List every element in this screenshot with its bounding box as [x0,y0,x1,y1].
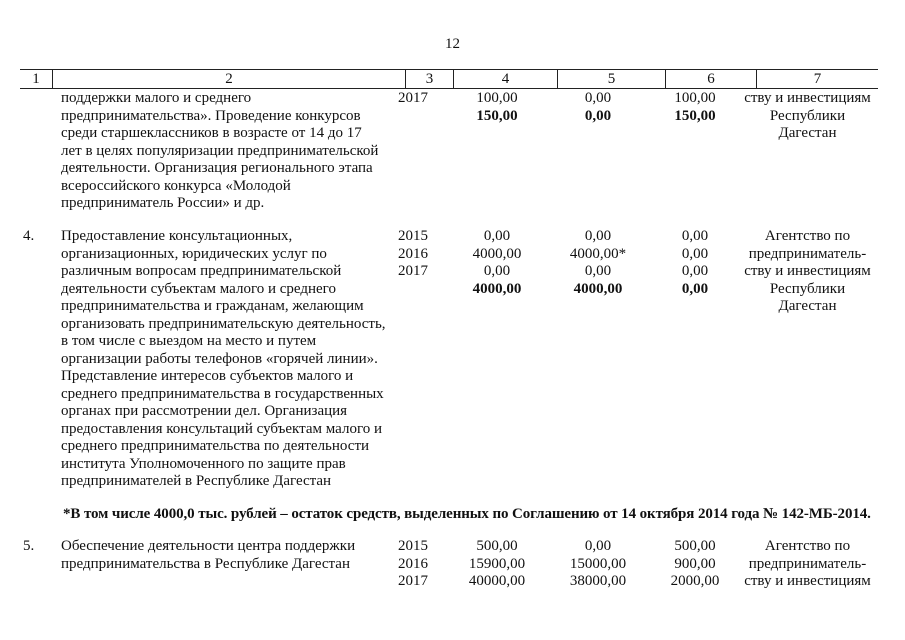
description-line: деятельности. Организация регионального этапа [61,160,373,176]
row-cont-description [61,90,378,213]
year: 2015 [398,228,428,244]
description-line: предпринимателей в Республике Дагестан [61,473,332,489]
description-line: организации работы телефонов «горячей линии». [61,350,378,367]
header-col-5: 5 [557,70,665,88]
row-4-number: 4. [23,228,35,244]
header-col-6: 6 [665,70,756,88]
row-cont-years [385,90,441,108]
value: 0,00 [584,538,612,554]
value: 0,00 [681,245,709,262]
description-line: деятельности субъектам малого и среднего [61,280,336,297]
value: 100,00 [476,90,518,106]
agency-line: предприниматель- [748,245,867,262]
header-col-7: 7 [756,70,878,88]
year: 2015 [398,538,428,554]
agency-line: ству и инвестициям [744,90,871,106]
row-cont-col6 [649,90,741,125]
value: 0,00 [483,263,511,279]
value: 500,00 [674,538,716,554]
value: 4000,00* [569,245,627,262]
row-4-col6 [649,228,741,298]
year: 2017 [398,573,428,589]
agency-line: Агентство по [764,538,851,554]
description-line: различным вопросам предпринимательской [61,263,342,279]
value: 0,00 [584,90,612,106]
agency-line: Республики [769,280,846,297]
total-value: 4000,00 [472,280,522,297]
value: 0,00 [681,228,709,244]
row-cont-col4 [447,90,547,125]
row-5-years [385,538,441,591]
description-line: предоставления консультаций субъектам малого и [61,420,382,437]
year: 2017 [398,90,428,106]
description-line: предпринимательства и гражданам, желающим [61,298,364,314]
value: 15900,00 [468,555,526,572]
description-line: организационных, юридических услуг по [61,245,327,262]
row-5-col5 [548,538,648,591]
total-value: 0,00 [584,107,612,124]
description-line: поддержки малого и среднего [61,90,252,106]
row-5-col4 [447,538,547,591]
description-line: органах при рассмотрении дел. Организация [61,403,348,419]
description-line: среднего предпринимательства в государственных [61,385,384,402]
agency-line: Республики [769,107,846,124]
description-line: Обеспечение деятельности центра поддержки [61,538,356,554]
value: 900,00 [674,555,716,572]
footnote: *В том числе 4000,0 тыс. рублей – остаток средств, выделенных по Соглашению от 14 октября 2014 года № 142-МБ-2014. [63,506,871,522]
agency-line: предприниматель- [748,555,867,572]
row-4-col5 [548,228,648,298]
value: 0,00 [483,228,511,244]
year: 2016 [398,245,428,262]
table-header [20,69,878,89]
value: 0,00 [584,228,612,244]
description-line: Представление интересов субъектов малого и [61,368,354,384]
row-5-col6 [649,538,741,591]
row-5-agency [739,538,876,591]
value: 500,00 [476,538,518,554]
description-line: в том числе с выездом на место и путем [61,333,317,349]
description-line: лет в целях популяризации предпринимательской [61,142,379,159]
value: 2000,00 [670,573,720,589]
value: 4000,00 [472,245,522,262]
row-cont-col5 [548,90,648,125]
value: 0,00 [584,263,612,279]
header-col-3: 3 [405,70,453,88]
agency-line: Дагестан [778,298,837,314]
value: 100,00 [674,90,716,106]
description-line: среднего предпринимательства по деятельности [61,438,370,454]
description-line: института Уполномоченного по защите прав [61,455,346,472]
header-col-2: 2 [52,70,405,88]
value: 40000,00 [468,573,526,589]
description-line: предпринимательства». Проведение конкурсов [61,107,361,124]
row-5-number: 5. [23,538,35,554]
description-line: всероссийского конкурса «Молодой [61,177,291,194]
description-line: организовать предпринимательскую деятельность, [61,315,386,332]
value: 38000,00 [569,573,627,589]
agency-line: ству и инвестициям [744,573,871,589]
total-value: 4000,00 [573,280,623,297]
row-cont-agency [739,90,876,143]
total-value: 150,00 [476,107,518,124]
value: 0,00 [681,263,709,279]
row-4-col4 [447,228,547,298]
row-4-agency [739,228,876,316]
description-line: среди старшеклассников в возрасте от 14 до 17 [61,125,362,141]
value: 15000,00 [569,555,627,572]
agency-line: Дагестан [778,125,837,141]
description-line: Предоставление консультационных, [61,228,293,244]
year: 2016 [398,555,428,572]
description-line: предпринимательства в Республике Дагестан [61,555,350,572]
row-4-years [385,228,441,281]
description-line: предприниматель России» и др. [61,195,265,211]
row-5-description [61,538,355,573]
page-number: 12 [445,36,460,52]
agency-line: Агентство по [764,228,851,244]
total-value: 0,00 [681,280,709,297]
agency-line: ству и инвестициям [744,263,871,279]
header-col-4: 4 [453,70,557,88]
year: 2017 [398,263,428,279]
row-4-description [61,228,386,491]
total-value: 150,00 [674,107,716,124]
header-col-1: 1 [32,71,40,87]
